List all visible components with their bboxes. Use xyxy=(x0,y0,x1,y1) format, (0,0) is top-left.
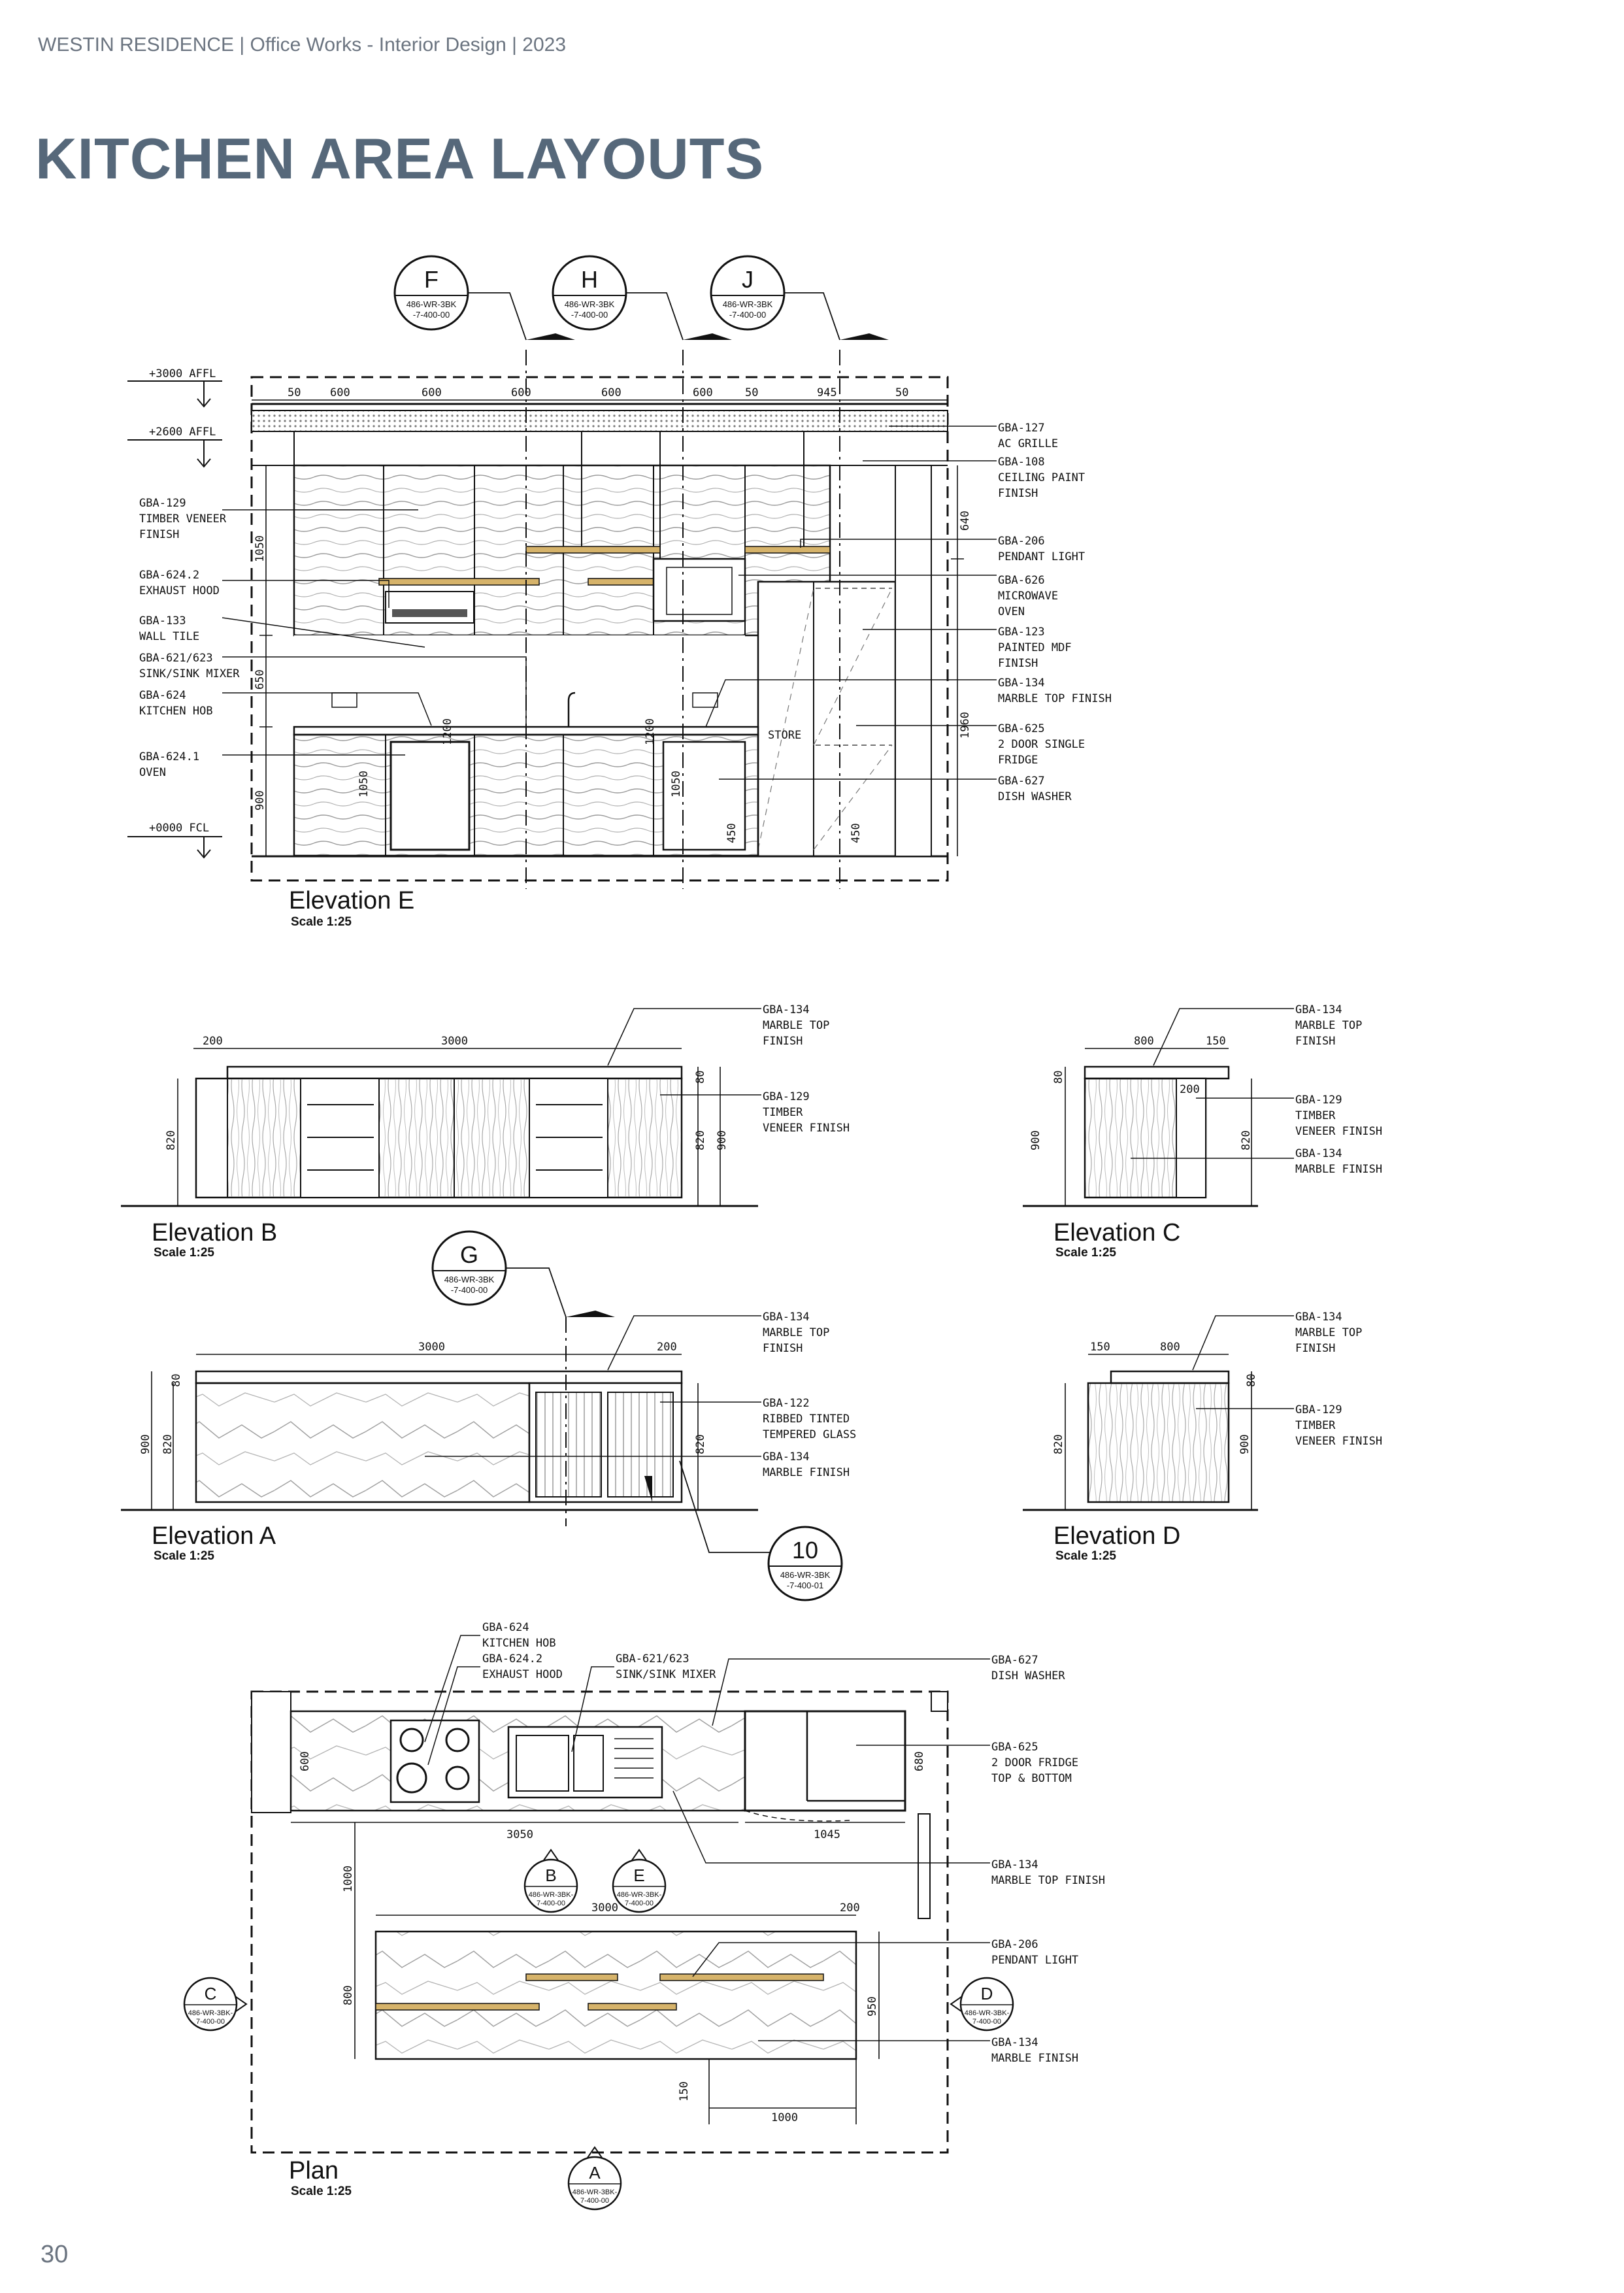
svg-text:C: C xyxy=(204,1984,217,2003)
svg-text:GBA-627DISH WASHER: GBA-627 DISH WASHER xyxy=(991,1654,1065,1682)
elevation-a-scale: Scale 1:25 xyxy=(154,1549,214,1563)
svg-text:GBA-6252 DOOR SINGLEFRIDGE: GBA-625 2 DOOR SINGLE FRIDGE xyxy=(998,722,1085,767)
svg-text:150: 150 xyxy=(1090,1341,1110,1354)
svg-text:GBA-129TIMBER VENEERFINISH: GBA-129 TIMBER VENEER FINISH xyxy=(139,497,227,541)
svg-text:800: 800 xyxy=(1134,1035,1154,1048)
elevation-a-drawing xyxy=(121,1268,774,1552)
svg-text:7-400-00: 7-400-00 xyxy=(624,1900,654,1907)
svg-text:900: 900 xyxy=(716,1130,729,1150)
elevation-marker-b xyxy=(525,1850,577,1912)
elevation-d-title: Elevation D xyxy=(1053,1522,1181,1550)
page-title: KITCHEN AREA LAYOUTS xyxy=(35,126,765,191)
svg-text:GBA-624.2EXHAUST HOOD: GBA-624.2 EXHAUST HOOD xyxy=(139,569,220,597)
elevation-marker-a xyxy=(569,2147,621,2209)
svg-text:GBA-134MARBLE TOP FINISH: GBA-134 MARBLE TOP FINISH xyxy=(998,677,1112,705)
svg-text:200: 200 xyxy=(840,1901,860,1915)
elevation-a-title: Elevation A xyxy=(152,1522,276,1550)
svg-text:600: 600 xyxy=(422,386,442,399)
svg-text:GBA-134MARBLE TOPFINISH: GBA-134 MARBLE TOP FINISH xyxy=(763,1003,830,1048)
svg-text:B: B xyxy=(545,1866,557,1885)
svg-text:200: 200 xyxy=(657,1341,677,1354)
svg-text:GBA-134MARBLE TOPFINISH: GBA-134 MARBLE TOP FINISH xyxy=(763,1311,830,1355)
elevation-e-top-dims xyxy=(288,386,908,399)
svg-text:E: E xyxy=(633,1866,645,1885)
svg-text:800: 800 xyxy=(342,1985,355,2005)
svg-text:1050: 1050 xyxy=(670,771,683,797)
elevation-e-right-labels xyxy=(998,422,1112,803)
svg-text:486-WR-3BK: 486-WR-3BK xyxy=(722,299,773,309)
section-bubble-j xyxy=(711,256,784,329)
svg-text:GBA-621/623SINK/SINK MIXER: GBA-621/623 SINK/SINK MIXER xyxy=(616,1652,716,1681)
level-fcl-0000: +0000 FCL xyxy=(149,822,210,835)
svg-text:GBA-133WALL TILE: GBA-133 WALL TILE xyxy=(139,614,200,643)
svg-text:A: A xyxy=(589,2163,601,2183)
svg-text:486-WR-3BK: 486-WR-3BK xyxy=(564,299,615,309)
svg-text:J: J xyxy=(742,266,754,293)
svg-text:1050: 1050 xyxy=(357,771,371,797)
elevation-c-scale: Scale 1:25 xyxy=(1055,1246,1116,1260)
svg-text:486-WR-3BK: 486-WR-3BK xyxy=(444,1275,495,1284)
svg-text:50: 50 xyxy=(745,386,759,399)
svg-text:GBA-127AC GRILLE: GBA-127 AC GRILLE xyxy=(998,422,1059,450)
svg-text:80: 80 xyxy=(170,1373,183,1387)
svg-text:D: D xyxy=(980,1984,993,2003)
svg-text:GBA-206PENDANT LIGHT: GBA-206 PENDANT LIGHT xyxy=(998,535,1085,563)
svg-text:820: 820 xyxy=(165,1130,178,1150)
section-bubble-10 xyxy=(769,1527,842,1600)
svg-text:GBA-6252 DOOR FRIDGETOP & BOTT: GBA-625 2 DOOR FRIDGE TOP & BOTTOM xyxy=(991,1741,1079,1785)
svg-text:GBA-134MARBLE FINISH: GBA-134 MARBLE FINISH xyxy=(1295,1147,1383,1176)
svg-text:GBA-129TIMBERVENEER FINISH: GBA-129 TIMBER VENEER FINISH xyxy=(1295,1094,1383,1138)
svg-text:486-WR-3BK-: 486-WR-3BK- xyxy=(528,1891,574,1899)
page-number: 30 xyxy=(41,2241,69,2268)
svg-text:80: 80 xyxy=(694,1070,707,1084)
document-header: WESTIN RESIDENCE | Office Works - Interior Design | 2023 xyxy=(38,34,567,56)
svg-text:680: 680 xyxy=(913,1751,926,1771)
elevation-b-labels xyxy=(763,1003,850,1135)
svg-text:H: H xyxy=(581,266,598,293)
elevation-d-drawing xyxy=(1023,1316,1294,1510)
store-label: STORE xyxy=(768,729,802,742)
svg-text:1050: 1050 xyxy=(254,535,267,562)
svg-text:GBA-123PAINTED MDFFINISH: GBA-123 PAINTED MDF FINISH xyxy=(998,626,1072,670)
svg-text:3050: 3050 xyxy=(506,1828,533,1841)
svg-text:486-WR-3BK: 486-WR-3BK xyxy=(780,1570,831,1580)
svg-text:GBA-626MICROWAVEOVEN: GBA-626 MICROWAVE OVEN xyxy=(998,574,1059,618)
svg-text:150: 150 xyxy=(678,2081,691,2101)
svg-text:GBA-134MARBLE TOP FINISH: GBA-134 MARBLE TOP FINISH xyxy=(991,1858,1105,1887)
svg-text:486-WR-3BK: 486-WR-3BK xyxy=(406,299,457,309)
elevation-d-scale: Scale 1:25 xyxy=(1055,1549,1116,1563)
level-affl-3000: +3000 AFFL xyxy=(149,367,216,380)
svg-text:945: 945 xyxy=(817,386,837,399)
svg-text:-7-400-00: -7-400-00 xyxy=(450,1285,488,1295)
svg-text:-7-400-01: -7-400-01 xyxy=(786,1581,824,1590)
section-bubble-g xyxy=(433,1231,506,1305)
svg-text:486-WR-3BK-: 486-WR-3BK- xyxy=(188,2009,233,2017)
plan-title: Plan xyxy=(289,2157,339,2184)
svg-text:7-400-00: 7-400-00 xyxy=(580,2197,610,2205)
svg-text:1200: 1200 xyxy=(644,718,657,745)
svg-text:600: 600 xyxy=(330,386,350,399)
svg-text:150: 150 xyxy=(1206,1035,1226,1048)
svg-text:1000: 1000 xyxy=(771,2111,798,2124)
svg-text:GBA-621/623SINK/SINK MIXER: GBA-621/623 SINK/SINK MIXER xyxy=(139,652,240,680)
svg-text:820: 820 xyxy=(694,1434,707,1454)
svg-text:486-WR-3BK-: 486-WR-3BK- xyxy=(572,2188,618,2196)
svg-text:450: 450 xyxy=(850,823,863,843)
section-bubble-f xyxy=(395,256,468,329)
svg-text:1045: 1045 xyxy=(814,1828,840,1841)
svg-text:900: 900 xyxy=(139,1434,152,1454)
svg-text:600: 600 xyxy=(299,1751,312,1771)
elevation-d-labels xyxy=(1295,1311,1382,1448)
svg-text:GBA-624KITCHEN HOB: GBA-624 KITCHEN HOB xyxy=(482,1621,556,1650)
svg-text:GBA-129TIMBERVENEER FINISH: GBA-129 TIMBER VENEER FINISH xyxy=(763,1090,850,1135)
svg-text:950: 950 xyxy=(866,1996,879,2017)
svg-text:200: 200 xyxy=(203,1035,223,1048)
elevation-c-title: Elevation C xyxy=(1053,1219,1181,1247)
svg-text:50: 50 xyxy=(288,386,301,399)
level-affl-2600: +2600 AFFL xyxy=(149,426,216,439)
svg-text:GBA-134MARBLE FINISH: GBA-134 MARBLE FINISH xyxy=(763,1450,850,1479)
svg-text:F: F xyxy=(424,266,439,293)
svg-text:7-400-00: 7-400-00 xyxy=(972,2018,1002,2026)
svg-text:600: 600 xyxy=(693,386,713,399)
svg-text:G: G xyxy=(459,1241,479,1268)
svg-text:3000: 3000 xyxy=(441,1035,468,1048)
svg-text:600: 600 xyxy=(511,386,531,399)
svg-text:200: 200 xyxy=(1180,1083,1200,1096)
svg-text:GBA-624.1OVEN: GBA-624.1 OVEN xyxy=(139,750,200,779)
elevation-e-scale: Scale 1:25 xyxy=(291,915,352,929)
elevation-marker-c xyxy=(184,1978,246,2030)
svg-text:80: 80 xyxy=(1245,1373,1258,1387)
svg-text:820: 820 xyxy=(694,1130,707,1150)
svg-text:900: 900 xyxy=(1238,1434,1251,1454)
svg-text:-7-400-00: -7-400-00 xyxy=(571,310,608,320)
elevation-b-title: Elevation B xyxy=(152,1219,278,1247)
svg-text:600: 600 xyxy=(601,386,621,399)
svg-text:50: 50 xyxy=(895,386,909,399)
svg-text:640: 640 xyxy=(959,510,972,531)
elevation-c-labels xyxy=(1295,1003,1382,1176)
svg-text:486-WR-3BK-: 486-WR-3BK- xyxy=(616,1891,662,1899)
svg-text:GBA-624.2EXHAUST HOOD: GBA-624.2 EXHAUST HOOD xyxy=(482,1652,563,1681)
svg-text:80: 80 xyxy=(1052,1070,1065,1084)
svg-text:900: 900 xyxy=(1029,1130,1042,1150)
svg-text:1960: 1960 xyxy=(959,712,972,739)
elevation-e-title: Elevation E xyxy=(289,887,415,914)
elevation-e-left-labels xyxy=(139,497,240,779)
svg-text:7-400-00: 7-400-00 xyxy=(536,1900,566,1907)
elevation-marker-e xyxy=(613,1850,665,1912)
svg-text:800: 800 xyxy=(1160,1341,1180,1354)
elevation-a-labels xyxy=(763,1311,856,1479)
elevation-b-scale: Scale 1:25 xyxy=(154,1246,214,1260)
plan-scale: Scale 1:25 xyxy=(291,2184,352,2198)
elevation-marker-d xyxy=(951,1978,1013,2030)
svg-text:10: 10 xyxy=(791,1537,819,1564)
section-bubble-h xyxy=(553,256,626,329)
svg-text:820: 820 xyxy=(1052,1434,1065,1454)
svg-text:3000: 3000 xyxy=(418,1341,445,1354)
svg-text:820: 820 xyxy=(161,1434,174,1454)
svg-text:GBA-122RIBBED TINTEDTEMPERED G: GBA-122 RIBBED TINTED TEMPERED GLASS xyxy=(763,1397,857,1441)
svg-text:GBA-134MARBLE FINISH: GBA-134 MARBLE FINISH xyxy=(991,2036,1079,2065)
svg-text:GBA-134MARBLE TOPFINISH: GBA-134 MARBLE TOP FINISH xyxy=(1295,1003,1363,1048)
svg-text:-7-400-00: -7-400-00 xyxy=(412,310,450,320)
svg-text:GBA-134MARBLE TOPFINISH: GBA-134 MARBLE TOP FINISH xyxy=(1295,1311,1363,1355)
elevation-c-drawing xyxy=(1023,1009,1294,1206)
svg-text:GBA-624KITCHEN HOB: GBA-624 KITCHEN HOB xyxy=(139,689,213,718)
svg-text:820: 820 xyxy=(1240,1130,1253,1150)
svg-text:GBA-108CEILING PAINTFINISH: GBA-108 CEILING PAINT FINISH xyxy=(998,456,1085,500)
svg-text:7-400-00: 7-400-00 xyxy=(195,2018,225,2026)
svg-text:650: 650 xyxy=(254,669,267,690)
svg-text:1200: 1200 xyxy=(441,718,454,745)
svg-text:450: 450 xyxy=(725,823,738,843)
svg-text:900: 900 xyxy=(254,790,267,811)
svg-text:3000: 3000 xyxy=(591,1901,618,1915)
svg-text:-7-400-00: -7-400-00 xyxy=(729,310,767,320)
svg-text:GBA-627DISH WASHER: GBA-627 DISH WASHER xyxy=(998,775,1072,803)
svg-text:1000: 1000 xyxy=(342,1866,355,1892)
svg-text:GBA-206PENDANT LIGHT: GBA-206 PENDANT LIGHT xyxy=(991,1938,1079,1967)
svg-text:486-WR-3BK-: 486-WR-3BK- xyxy=(964,2009,1010,2017)
svg-text:GBA-129TIMBERVENEER FINISH: GBA-129 TIMBER VENEER FINISH xyxy=(1295,1403,1383,1448)
